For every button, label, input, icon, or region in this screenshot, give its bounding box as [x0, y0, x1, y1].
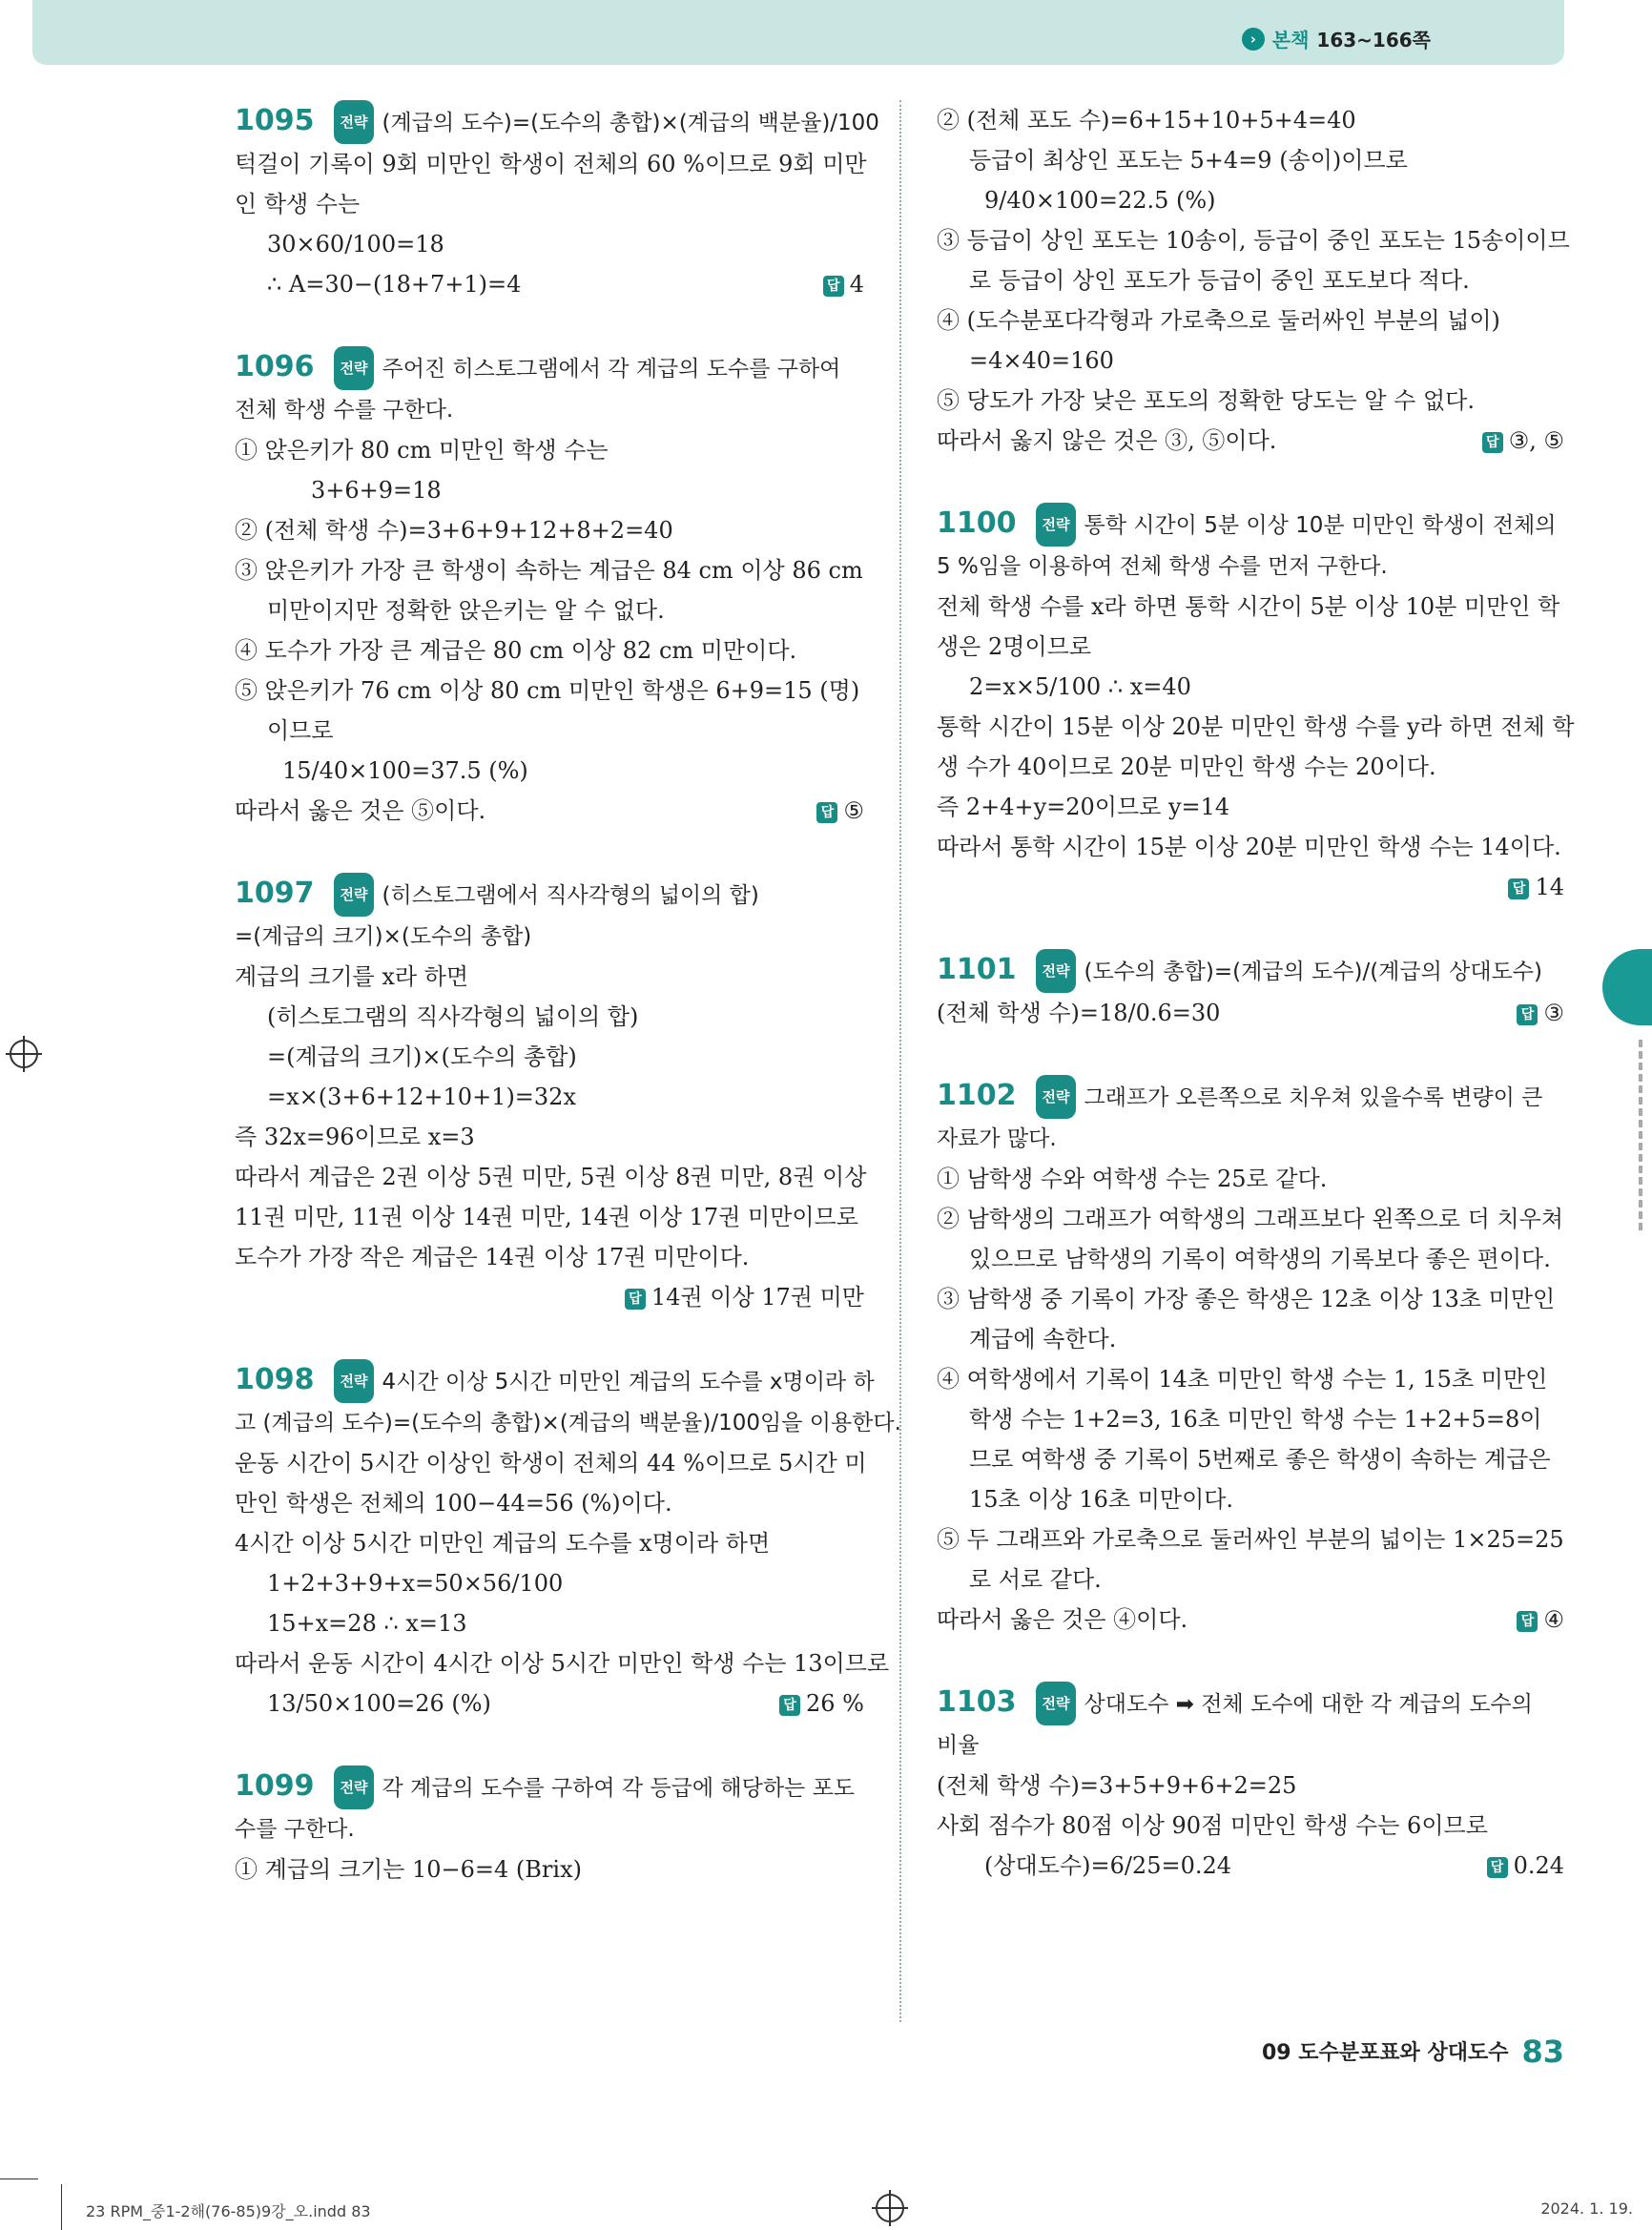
line-text: 따라서 옳은 것은 ⑤이다. [235, 797, 486, 824]
line-text: ⑤ 앉은키가 76 cm 이상 80 cm 미만인 학생은 6+9=15 (명) [235, 677, 860, 704]
answer-text: 26 % [806, 1690, 864, 1717]
line-text: 로 서로 같다. [969, 1566, 1102, 1593]
strategy-text: (도수의 총합)=(계급의 도수)/(계급의 상대도수) [1084, 960, 1542, 984]
solution-line [235, 144, 867, 184]
line-text: 수를 구한다. [235, 1817, 355, 1842]
line-text: ④ 도수가 가장 큰 계급은 80 cm 이상 82 cm 미만이다. [235, 637, 797, 664]
line-text: 만인 학생은 전체의 100−44=56 (%)이다. [235, 1490, 672, 1517]
solution-line [937, 827, 1564, 867]
strategy-tag: 전략 [1036, 503, 1077, 547]
solution-line [235, 1683, 864, 1724]
answer-icon: 답 [625, 1289, 646, 1310]
line-text: ∴ A=30−(18+7+1)=4 [267, 271, 522, 298]
line-text: 통학 시간이 15분 이상 20분 미만인 학생 수를 y라 하면 전체 학 [937, 713, 1575, 740]
crop-mark [61, 2184, 62, 2230]
answer [937, 867, 1564, 907]
problem-1098 [235, 1359, 901, 1724]
solution-line [235, 711, 864, 751]
problem-1099 [235, 1765, 864, 1889]
line-text: 따라서 계급은 2권 이상 5권 미만, 5권 이상 8권 미만, 8권 이상 [235, 1164, 867, 1190]
solution-line [937, 1725, 1564, 1765]
line-text: 1+2+3+9+x=50×56/100 [267, 1570, 564, 1597]
line-text: 이므로 [267, 717, 334, 744]
problem-number: 1098 [235, 1363, 315, 1396]
line-text: 사회 점수가 80점 이상 90점 미만인 학생 수는 6이므로 [937, 1812, 1488, 1839]
line-text: 도수가 가장 작은 계급은 14권 이상 17권 미만이다. [235, 1244, 750, 1270]
strategy-tag: 전략 [334, 346, 375, 390]
answer-text: 14권 이상 17권 미만 [650, 1284, 864, 1311]
solution-line [937, 587, 1564, 627]
line-text: (전체 학생 수)=3+5+9+6+2=25 [937, 1772, 1297, 1799]
answer-icon: 답 [1517, 1611, 1538, 1632]
strategy-tag: 전략 [334, 873, 375, 917]
solution-line [235, 264, 864, 304]
answer-icon: 답 [1482, 432, 1503, 453]
solution-line [235, 1809, 864, 1849]
solution-line [937, 421, 1564, 461]
ref-pages: 163~166쪽 [1316, 29, 1431, 52]
line-text: ① 계급의 크기는 10−6=4 (Brix) [235, 1856, 582, 1883]
solution-line [235, 1849, 864, 1889]
line-text: 13/50×100=26 (%) [267, 1690, 491, 1717]
line-text: 계급의 크기를 x라 하면 [235, 963, 469, 990]
solution-line [937, 100, 1564, 140]
line-text: =(계급의 크기)×(도수의 총합) [267, 1043, 577, 1070]
solution-line [937, 1119, 1564, 1159]
solution-line [235, 1643, 890, 1683]
answer-icon: 답 [779, 1695, 800, 1716]
strategy-tag: 전략 [1036, 949, 1077, 993]
right-column [937, 100, 1575, 1928]
solution-line [235, 100, 879, 144]
answer-text: ⑤ [843, 797, 864, 824]
answer-text: ③ [1543, 1000, 1564, 1026]
crop-mark [0, 2178, 38, 2179]
registration-mark-icon [10, 1040, 38, 1068]
top-banner [32, 0, 1564, 65]
solution-line [937, 1319, 1564, 1359]
solution-line [937, 1399, 1564, 1439]
solution-line [235, 1117, 864, 1157]
print-date: 2024. 1. 19. [1540, 2199, 1633, 2218]
solution-line [235, 1603, 864, 1643]
line-text: 30×60/100=18 [267, 231, 444, 258]
problem-1095 [235, 100, 879, 304]
line-text: (전체 학생 수)=18/0.6=30 [937, 1000, 1221, 1026]
strategy-tag: 전략 [1036, 1682, 1077, 1725]
strategy-text: 4시간 이상 5시간 미만인 계급의 도수를 x명이라 하 [382, 1370, 875, 1394]
solution-line [235, 1077, 864, 1117]
solution-line [937, 1279, 1564, 1319]
line-text: 11권 미만, 11권 이상 14권 미만, 14권 이상 17권 미만이므로 [235, 1204, 858, 1230]
line-text: 따라서 옳지 않은 것은 ③, ⑤이다. [937, 427, 1277, 454]
solution-line [235, 224, 864, 264]
line-text: ⑤ 당도가 가장 낮은 포도의 정확한 당도는 알 수 없다. [937, 387, 1475, 414]
solution-line [937, 1199, 1564, 1239]
line-text: ④ (도수분포다각형과 가로축으로 둘러싸인 부분의 넓이) [937, 307, 1500, 334]
line-text: 로 등급이 상인 포도가 등급이 중인 포도보다 적다. [969, 267, 1470, 294]
solution-line [235, 510, 864, 550]
answer-text: 0.24 [1513, 1852, 1564, 1879]
solution-line [937, 260, 1564, 300]
answer [1517, 993, 1564, 1033]
line-text: (상대도수)=6/25=0.24 [984, 1852, 1232, 1879]
line-text: 따라서 통학 시간이 15분 이상 20분 미만인 학생 수는 14이다. [937, 834, 1561, 860]
problem-number: 1097 [235, 877, 315, 910]
solution-line [235, 751, 864, 791]
solution-line [937, 1439, 1564, 1479]
line-text: ② (전체 포도 수)=6+15+10+5+4=40 [937, 107, 1356, 134]
line-text: 15+x=28 ∴ x=13 [267, 1610, 467, 1637]
problem-number: 1100 [937, 506, 1017, 540]
solution-line [937, 1682, 1564, 1725]
strategy-tag: 전략 [1036, 1075, 1077, 1119]
solution-line [937, 787, 1564, 827]
solution-line [235, 791, 864, 831]
strategy-text: 통학 시간이 5분 이상 10분 미만인 학생이 전체의 [1084, 513, 1557, 538]
solution-line [937, 993, 1564, 1033]
problem-continued [937, 100, 1570, 461]
line-text: 자료가 많다. [937, 1126, 1057, 1151]
answer-icon: 답 [816, 802, 837, 823]
line-text: ③ 남학생 중 기록이 가장 좋은 학생은 12초 이상 13초 미만인 [937, 1286, 1556, 1312]
line-text: 따라서 운동 시간이 4시간 이상 5시간 미만인 학생 수는 13이므로 [235, 1650, 890, 1677]
line-text: 즉 32x=96이므로 x=3 [235, 1124, 475, 1150]
registration-mark-icon [876, 2194, 904, 2222]
strategy-tag: 전략 [334, 1359, 375, 1403]
solution-line [235, 1483, 864, 1523]
solution-line [235, 1523, 864, 1563]
line-text: 생은 2명이므로 [937, 633, 1092, 660]
strategy-tag: 전략 [334, 1765, 375, 1809]
solution-line [937, 503, 1564, 547]
line-text: 9/40×100=22.5 (%) [984, 187, 1216, 214]
line-text: =x×(3+6+12+10+1)=32x [267, 1084, 576, 1110]
solution-line [937, 949, 1564, 993]
problem-1100 [937, 503, 1575, 907]
strategy-text: 그래프가 오른쪽으로 치우쳐 있을수록 변량이 큰 [1084, 1085, 1543, 1110]
line-text: 전체 학생 수를 구한다. [235, 398, 454, 423]
line-text: ④ 여학생에서 기록이 14초 미만인 학생 수는 1, 15초 미만인 [937, 1366, 1548, 1393]
strategy-text: 주어진 히스토그램에서 각 계급의 도수를 구하여 [382, 357, 841, 382]
problem-number: 1101 [937, 953, 1017, 986]
line-text: 즉 2+4+y=20이므로 y=14 [937, 794, 1230, 820]
problem-1103 [937, 1682, 1564, 1886]
answer [816, 791, 864, 831]
solution-line [235, 590, 864, 630]
solution-line [937, 1846, 1564, 1886]
solution-line [235, 1443, 867, 1483]
line-text: 3+6+9=18 [311, 477, 442, 504]
chapter-title: 09 도수분포표와 상대도수 [1262, 2041, 1509, 2065]
answer [823, 264, 864, 304]
answer-text: 14 [1535, 874, 1564, 900]
line-text: ① 앉은키가 80 cm 미만인 학생 수는 [235, 437, 609, 464]
solution-line [235, 1563, 864, 1603]
solution-line [937, 1075, 1564, 1119]
problem-number: 1102 [937, 1079, 1017, 1112]
solution-line [937, 1479, 1564, 1519]
solution-line [235, 1157, 867, 1197]
line-text: 미만이지만 정확한 앉은키는 알 수 없다. [267, 597, 665, 624]
solution-line [235, 1197, 864, 1237]
line-text: 학생 수는 1+2=3, 16초 미만인 학생 수는 1+2+5=8이 [969, 1406, 1542, 1433]
line-text: 전체 학생 수를 x라 하면 통학 시간이 5분 이상 10분 미만인 학 [937, 593, 1560, 620]
answer-text: ④ [1543, 1606, 1564, 1633]
line-text: 등급이 최상인 포도는 5+4=9 (송이)이므로 [969, 147, 1408, 174]
line-text: 5 %임을 이용하여 전체 학생 수를 먼저 구한다. [937, 554, 1388, 579]
strategy-text: (히스토그램에서 직사각형의 넓이의 합) [382, 883, 759, 908]
problem-number: 1096 [235, 350, 315, 383]
page-number: 83 [1521, 2034, 1564, 2070]
line-text: 계급에 속한다. [969, 1326, 1117, 1352]
problem-1101 [937, 949, 1564, 1033]
solution-line [937, 1765, 1564, 1806]
solution-line [937, 667, 1564, 707]
line-text: 15초 이상 16초 미만이다. [969, 1486, 1234, 1513]
problem-number: 1099 [235, 1769, 315, 1803]
solution-line [937, 1239, 1564, 1279]
solution-line [937, 747, 1564, 787]
solution-line [937, 1600, 1564, 1640]
solution-line [937, 707, 1575, 747]
answer [779, 1683, 864, 1724]
line-text: ⑤ 두 그래프와 가로축으로 둘러싸인 부분의 넓이는 1×25=25 [937, 1526, 1564, 1553]
line-text: ② 남학생의 그래프가 여학생의 그래프보다 왼쪽으로 더 치우쳐 [937, 1206, 1564, 1232]
solution-line [235, 390, 864, 430]
solution-line [235, 630, 864, 671]
solution-line [937, 1806, 1564, 1846]
solution-line [235, 1037, 864, 1077]
line-text: =(계급의 크기)×(도수의 총합) [235, 924, 532, 949]
solution-line [235, 430, 864, 470]
solution-line [937, 341, 1564, 381]
solution-line [937, 1559, 1564, 1600]
column-divider [899, 100, 901, 2022]
line-text: 므로 여학생 중 기록이 5번째로 좋은 학생이 속하는 계급은 [969, 1446, 1551, 1473]
line-text: 있으므로 남학생의 기록이 여학생의 기록보다 좋은 편이다. [969, 1246, 1551, 1272]
line-text: 인 학생 수는 [235, 191, 361, 217]
answer [1482, 421, 1564, 461]
strategy-text: (계급의 도수)=(도수의 총합)×(계급의 백분율)/100 [382, 111, 879, 135]
answer-text: ③, ⑤ [1508, 427, 1564, 454]
solution-line [235, 917, 864, 957]
answer-icon: 답 [823, 276, 844, 297]
solution-line [235, 1237, 864, 1277]
solution-line [235, 671, 864, 711]
line-text: 4시간 이상 5시간 미만인 계급의 도수를 x명이라 하면 [235, 1530, 771, 1557]
solution-line [235, 873, 864, 917]
problem-1102 [937, 1075, 1564, 1640]
strategy-text: 각 계급의 도수를 구하여 각 등급에 해당하는 포도 [382, 1776, 856, 1801]
solution-line [937, 1519, 1564, 1559]
solution-line [937, 300, 1564, 341]
line-text: (히스토그램의 직사각형의 넓이의 합) [267, 1003, 639, 1030]
line-text: 2=x×5/100 ∴ x=40 [969, 673, 1191, 700]
chevron-right-icon: › [1242, 28, 1265, 51]
answer [1517, 1600, 1564, 1640]
problem-number: 1095 [235, 104, 315, 137]
solution-line [937, 1159, 1564, 1199]
ref-book: 본책 [1271, 29, 1310, 52]
solution-line [937, 140, 1564, 180]
solution-line [235, 957, 864, 997]
solution-line [235, 470, 864, 510]
line-text: 고 (계급의 도수)=(도수의 총합)×(계급의 백분율)/100임을 이용한다. [235, 1411, 901, 1435]
solution-line [937, 220, 1570, 260]
solution-line [235, 1359, 875, 1403]
solution-line [235, 550, 864, 590]
answer-icon: 답 [1508, 878, 1529, 899]
line-text: 운동 시간이 5시간 이상인 학생이 전체의 44 %이므로 5시간 미 [235, 1450, 867, 1476]
left-column [235, 100, 901, 1931]
strategy-text: 상대도수 ➡ 전체 도수에 대한 각 계급의 도수의 [1084, 1692, 1533, 1717]
answer [235, 1277, 864, 1317]
line-text: 생 수가 40이므로 20분 미만인 학생 수는 20이다. [937, 754, 1436, 780]
answer-icon: 답 [1517, 1004, 1538, 1025]
line-text: ③ 등급이 상인 포도는 10송이, 등급이 중인 포도는 15송이이므 [937, 227, 1570, 254]
chapter-side-label [1639, 1040, 1652, 1230]
line-text: 비율 [937, 1733, 980, 1758]
page-reference [1242, 25, 1431, 52]
chapter-side-tab [1602, 949, 1652, 1025]
solution-line [235, 1403, 901, 1443]
solution-line [235, 184, 864, 224]
answer-icon: 답 [1487, 1857, 1508, 1878]
line-text: =4×40=160 [969, 347, 1114, 374]
line-text: 턱걸이 기록이 9회 미만인 학생이 전체의 60 %이므로 9회 미만 [235, 151, 867, 177]
strategy-tag: 전략 [334, 100, 375, 144]
solution-line [937, 627, 1564, 667]
line-text: 따라서 옳은 것은 ④이다. [937, 1606, 1188, 1633]
solution-line [937, 381, 1564, 421]
solution-line [937, 1359, 1564, 1399]
line-text: ② (전체 학생 수)=3+6+9+12+8+2=40 [235, 517, 673, 544]
line-text: ① 남학생 수와 여학생 수는 25로 같다. [937, 1166, 1328, 1192]
problem-number: 1103 [937, 1685, 1017, 1719]
answer-text: 4 [849, 271, 864, 298]
solution-line [235, 346, 864, 390]
solution-line [235, 1765, 864, 1809]
answer [1487, 1846, 1564, 1886]
solution-line [235, 997, 864, 1037]
problem-1097 [235, 873, 867, 1317]
line-text: 15/40×100=37.5 (%) [282, 757, 528, 784]
footer-chapter [1262, 2034, 1564, 2070]
file-slug: 23 RPM_중1-2해(76-85)9강_오.indd 83 [86, 2202, 371, 2220]
problem-1096 [235, 346, 864, 831]
solution-line [937, 180, 1564, 220]
line-text: ③ 앉은키가 가장 큰 학생이 속하는 계급은 84 cm 이상 86 cm [235, 557, 863, 584]
solution-line [937, 547, 1564, 587]
